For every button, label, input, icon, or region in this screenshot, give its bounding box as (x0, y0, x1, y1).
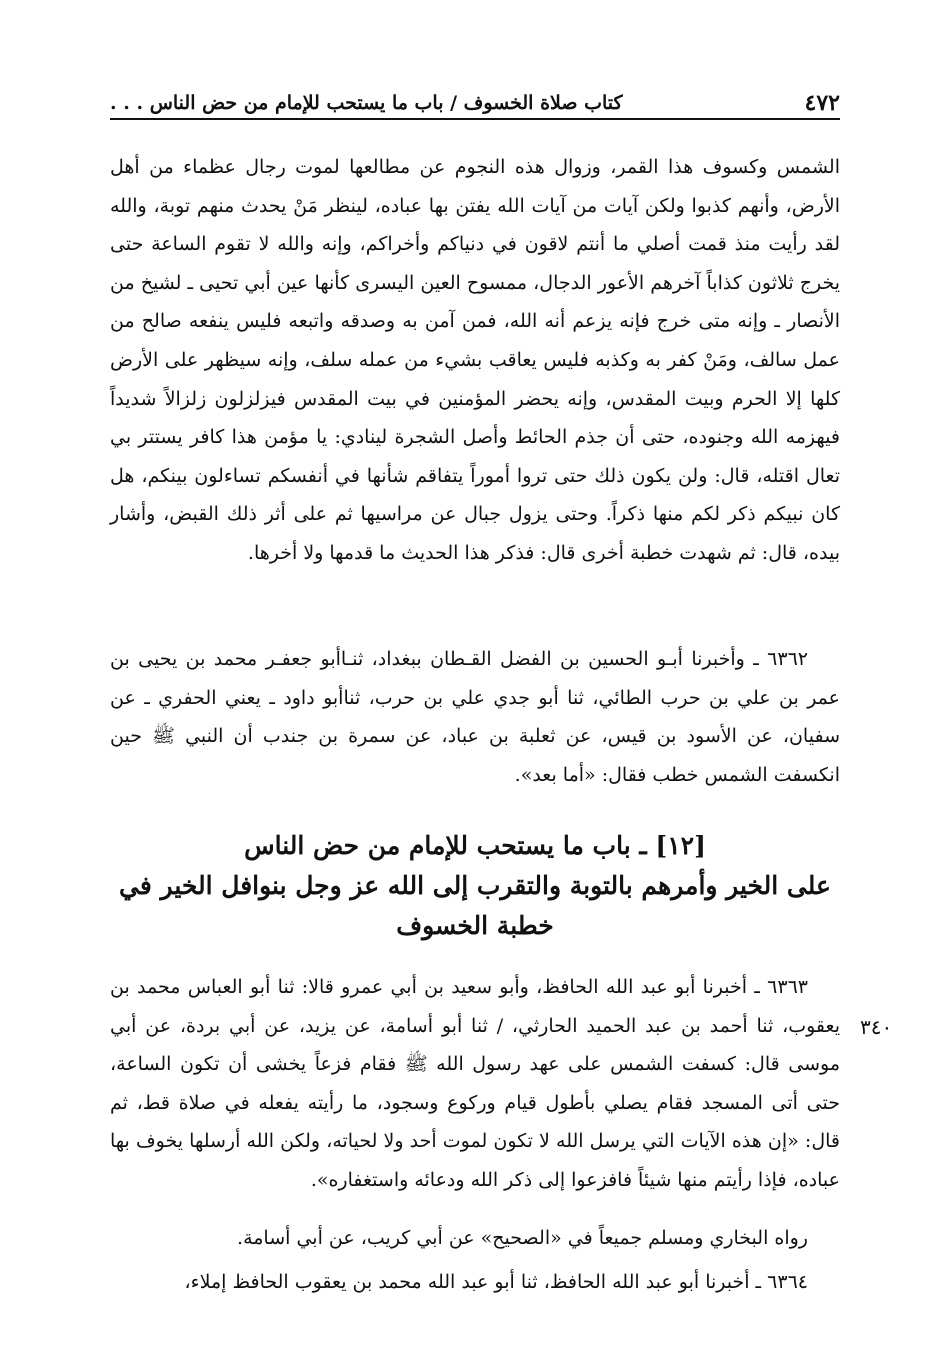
hadith-continuation (110, 148, 840, 573)
paragraph-continuation: الشمس وكسوف هذا القمر، وزوال هذه النجوم عن مطالعها لموت رجال عظماء من أهل الأرض، وأنهم كذبوا ولكن آيات من آيات الله يفتن بها عباده، لينظر مَنْ يحدث منهم توبة، والله لقد رأيت منذ قمت أصلي ما أنتم لاقون في دنياكم وأخراكم، وإنه والله لا تقوم الساعة حتى يخرج ثلاثون كذاباً آخرهم الأعور الدجال، ممسوح العين اليسرى كأنها عين أبي تحيى ـ لشيخ من الأنصار ـ وإنه متى خرج فإنه يزعم أنه الله، فمن آمن به وصدقه واتبعه فليس ينفعه صالح من عمل سالف، ومَنْ كفر به وكذبه فليس يعاقب بشيء من عمله سلف، وإنه سيظهر على الأرض كلها إلا الحرم وبيت المقدس، وإنه يحضر المؤمنين في بيت المقدس فيزلزلون زلزالاً شديداً فيهزمه الله وجنوده، حتى أن جذم الحائط وأصل الشجرة لينادي: يا مؤمن هذا كافر يستتر بي تعال اقتله، قال: ولن يكون ذلك حتى تروا أموراً يتفاقم شأنها في أنفسكم تساءلون بينكم، هل كان نبيكم ذكر لكم منها ذكراً. وحتى يزول جبال عن مراسيها ثم على أثر ذلك القبض، وأشار بيده، قال: ثم شهدت خطبة أخرى قال: فذكر هذا الحديث ما قدمها ولا أخرها. (110, 156, 840, 564)
narration-note (110, 1219, 840, 1258)
paragraph-hadith-6364: ٦٣٦٤ ـ أخبرنا أبو عبد الله الحافظ، ثنا أبو عبد الله محمد بن يعقوب الحافظ إملاء، (184, 1271, 808, 1293)
running-header (110, 82, 840, 120)
paragraph-narration-note: رواه البخاري ومسلم جميعاً في «الصحيح» عن أبي كريب، عن أبي أسامة. (237, 1227, 808, 1249)
chapter-heading-line-2: على الخير وأمرهم بالتوبة والتقرب إلى الله عز وجل بنوافل الخير في خطبة الخسوف (119, 871, 831, 940)
chapter-heading-line-1: [١٢] ـ باب ما يستحب للإمام من حض الناس (244, 831, 706, 860)
paragraph-hadith-6362: ٦٣٦٢ ـ وأخبرنا أبـو الحسين بن الفضل القـطان ببغداد، ثنـاأبو جعفـر محمد بن يحيى بن عمر بن علي بن حرب الطائي، ثنا أبو جدي علي بن حرب، ثناأبو داود ـ يعني الحفري ـ عن سفيان، عن الأسود بن قيس، عن ثعلبة بن عباد، عن سمرة بن جندب أن النبي ﷺ حين انكسفت الشمس خطب فقال: «أما بعد». (110, 648, 840, 786)
hadith-6364 (110, 1263, 840, 1302)
hadith-6363 (110, 968, 840, 1200)
page-number: ٤٧٢ (804, 90, 840, 116)
paragraph-hadith-6363: ٦٣٦٣ ـ أخبرنا أبو عبد الله الحافظ، وأبو سعيد بن أبي عمرو قالا: ثنا أبو العباس محمد بن يعقوب، ثنا أحمد بن عبد الحميد الحارثي، / ثنا أبو أسامة، عن يزيد، عن أبي بردة، عن أبي موسى قال: كسفت الشمس على عهد رسول الله ﷺ فقام فزعاً يخشى أن تكون الساعة، حتى أتى المسجد فقام يصلي بأطول قيام وركوع وسجود، ما رأيته يفعله في صلاة قط، ثم قال: «إن هذه الآيات التي يرسل الله لا تكون لموت أحد ولا لحياته، ولكن الله أرسلها يخوف بها عباده، فإذا رأيتم منها شيئاً فافزعوا إلى ذكر الله ودعائه واستغفاره». (110, 976, 840, 1191)
chapter-heading (110, 826, 840, 946)
margin-page-reference: ٣٤٠ (860, 1015, 893, 1039)
hadith-6362 (110, 640, 840, 794)
running-title: كتاب صلاة الخسوف / باب ما يستحب للإمام من حض الناس . . . (110, 92, 623, 114)
